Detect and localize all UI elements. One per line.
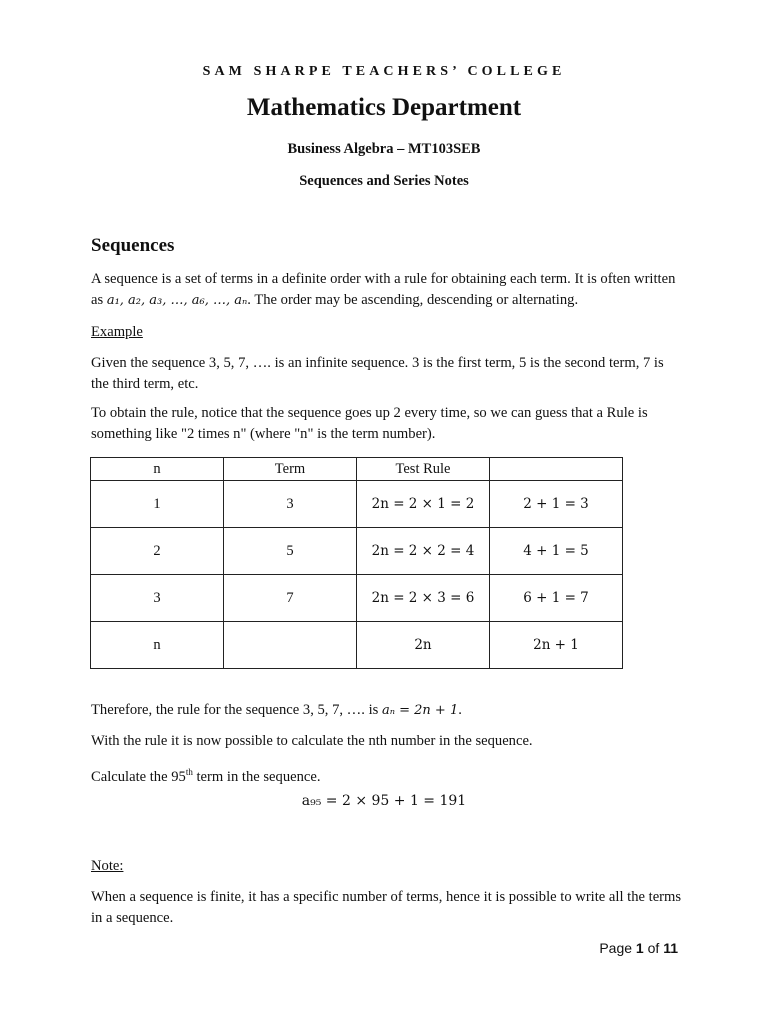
notes-title: Sequences and Series Notes: [299, 173, 469, 189]
table-cell: 2n = 2 × 3 = 6: [357, 575, 490, 622]
page-current: 1: [635, 940, 644, 956]
table-cell: 2: [91, 528, 224, 575]
calc-text: Calculate the 95: [91, 768, 186, 785]
department-title: Mathematics Department: [246, 94, 522, 121]
note-label: Note:: [91, 858, 124, 874]
table-cell: 2n: [357, 622, 490, 669]
table-row: [91, 528, 623, 575]
table-cell: 2n + 1: [490, 622, 623, 669]
with-rule-paragraph: With the rule it is now possible to calculate the nth number in the sequence.: [91, 733, 533, 749]
table-cell: 6 + 1 = 7: [490, 575, 623, 622]
table-row: [91, 622, 623, 669]
example-label: Example: [91, 324, 143, 340]
table-header-cell: Term: [224, 458, 357, 481]
calculate-paragraph: [91, 762, 683, 788]
intro-math: a₁, a₂, a₃, …, a₆, …, aₙ: [106, 293, 248, 308]
formula-95th-term: a₉₅ = 2 × 95 + 1 = 191: [301, 793, 467, 809]
page-of: of: [647, 940, 660, 956]
table-header-cell: [490, 458, 623, 481]
table-cell: 3: [91, 575, 224, 622]
calc-text-end: term in the sequence.: [192, 768, 321, 785]
table-cell: n: [91, 622, 224, 669]
table-header-cell: Test Rule: [357, 458, 490, 481]
table-cell: 4 + 1 = 5: [490, 528, 623, 575]
intro-text-end: . The order may be ascending, descending or alternating.: [247, 292, 579, 308]
section-heading: Sequences: [91, 235, 175, 256]
table-cell: [224, 622, 357, 669]
given-paragraph: Given the sequence 3, 5, 7, …. is an infinite sequence. 3 is the first term, 5 is the second term, 7 is the third term, etc.: [91, 355, 664, 392]
intro-paragraph: [91, 269, 683, 311]
rule-paragraph: To obtain the rule, notice that the sequence goes up 2 every time, so we can guess that a Rule is something like "2 times n" (where "n" is the term number).: [91, 405, 648, 442]
therefore-text: Therefore, the rule for the sequence 3, 5, 7, …. is: [91, 702, 379, 718]
college-name: SAM SHARPE TEACHERS’ COLLEGE: [202, 64, 566, 79]
therefore-end: .: [458, 702, 462, 718]
page-total: 11: [663, 940, 678, 956]
therefore-paragraph: [91, 700, 683, 721]
table-cell: 5: [224, 528, 357, 575]
sequence-table: [90, 457, 623, 669]
table-row: [91, 481, 623, 528]
table-cell: 2 + 1 = 3: [490, 481, 623, 528]
table-cell: 1: [91, 481, 224, 528]
table-cell: 7: [224, 575, 357, 622]
page-word: Page: [599, 940, 633, 956]
calc-superscript: th: [185, 767, 193, 777]
table-cell: 3: [224, 481, 357, 528]
page-number: [599, 940, 678, 956]
course-title: Business Algebra – MT103SEB: [287, 141, 481, 157]
table-row: [91, 575, 623, 622]
table-header-row: [91, 458, 623, 481]
intro-text: A sequence is a set of terms in a definite order with a rule for obtaining each term. It is often written as: [91, 271, 676, 308]
table-cell: 2n = 2 × 2 = 4: [357, 528, 490, 575]
note-paragraph: When a sequence is finite, it has a specific number of terms, hence it is possible to write all the terms in a sequence.: [91, 889, 682, 926]
rule-formula: aₙ = 2n + 1: [381, 703, 459, 718]
table-header-cell: n: [91, 458, 224, 481]
table-cell: 2n = 2 × 1 = 2: [357, 481, 490, 528]
